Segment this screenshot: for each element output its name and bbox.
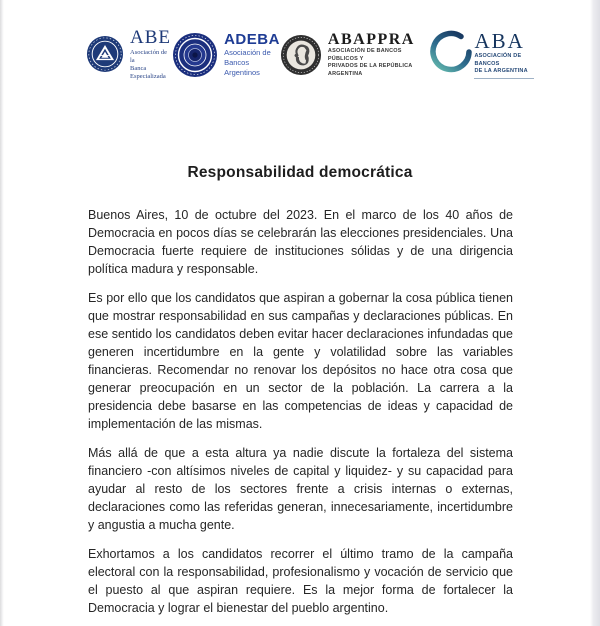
paragraph-responsibility: Es por ello que los candidatos que aspiran a gobernar la cosa pública tienen que mostrar responsabilidad en sus campañas y declaraciones públicas. En ese sentido los candidatos deben evitar hacer declaraciones infundadas que generen incertidumbre en la gente y volatilidad sobre las variables financieras. Recomendar no renovar los depósitos no hace otra cosa que generar preocupación en un sector de la población. La carrera a la presidencia debe basarse en las competencias de ideas y capacidad de implementación de las mismas.	[88, 291, 513, 431]
abappra-seal-icon	[280, 34, 322, 76]
aba-subtitle-line1: ASOCIACIÓN DE BANCOS	[474, 53, 522, 67]
abappra-subtitle-line2: PRIVADOS DE LA REPÚBLICA ARGENTINA	[327, 63, 413, 77]
paragraph-dateline: Buenos Aires, 10 de octubre del 2023. En el marco de los 40 años de Democracia en pocos días se celebrarán las elecciones presidenciales. Una Democracia fuerte requiere de instituciones sólidas y de una dirigencia política madura y responsable.	[88, 208, 513, 276]
aba-abbr: ABA	[474, 29, 525, 54]
document-body	[88, 206, 513, 617]
logo-abappra	[280, 31, 429, 78]
aba-swoosh-icon	[428, 30, 476, 78]
adeba-seal-icon	[172, 32, 218, 78]
page-left-edge	[0, 0, 4, 626]
paragraph-financial-system: Más allá de que a esta altura ya nadie discute la fortaleza del sistema financiero -con altísimos niveles de capital y liquidez- y su capacidad para ayudar al resto de los sectores frente a crisis internas o externas, declaraciones como las referidas generan, innecesariamente, incertidumbre y angustia a mucha gente.	[88, 446, 513, 532]
document-title: Responsabilidad democrática	[187, 164, 413, 181]
logo-abe	[86, 28, 172, 81]
adeba-subtitle-line1: Asociación de	[224, 48, 271, 58]
adeba-abbr: ADEBA	[224, 30, 280, 48]
paragraph-exhortation: Exhortamos a los candidatos recorrer el último tramo de la campaña electoral con la responsabilidad, profesionalismo y vocación de servicio que el puesto al que aspiran requiere. Es la mejor forma de fortalecer la Democracia y lograr el bienestar del pueblo argentino.	[88, 547, 513, 615]
abappra-subtitle-line1: ASOCIACIÓN DE BANCOS PÚBLICOS Y	[327, 48, 402, 62]
logos-header	[0, 0, 600, 82]
logo-adeba	[172, 32, 280, 78]
adeba-subtitle-line2: Bancos Argentinos	[224, 57, 260, 77]
abe-subtitle-line2: Banca Especializada	[130, 64, 166, 81]
page-right-edge	[590, 0, 600, 626]
abe-seal-icon	[86, 35, 124, 73]
aba-subtitle-line2: DE LA ARGENTINA	[474, 68, 528, 75]
abe-subtitle-line1: Asociación de la	[130, 48, 168, 64]
abe-abbr: ABE	[130, 26, 171, 48]
logo-aba	[428, 30, 534, 78]
aba-subtitle	[474, 53, 534, 78]
abappra-abbr: ABAPPRA	[327, 30, 415, 48]
